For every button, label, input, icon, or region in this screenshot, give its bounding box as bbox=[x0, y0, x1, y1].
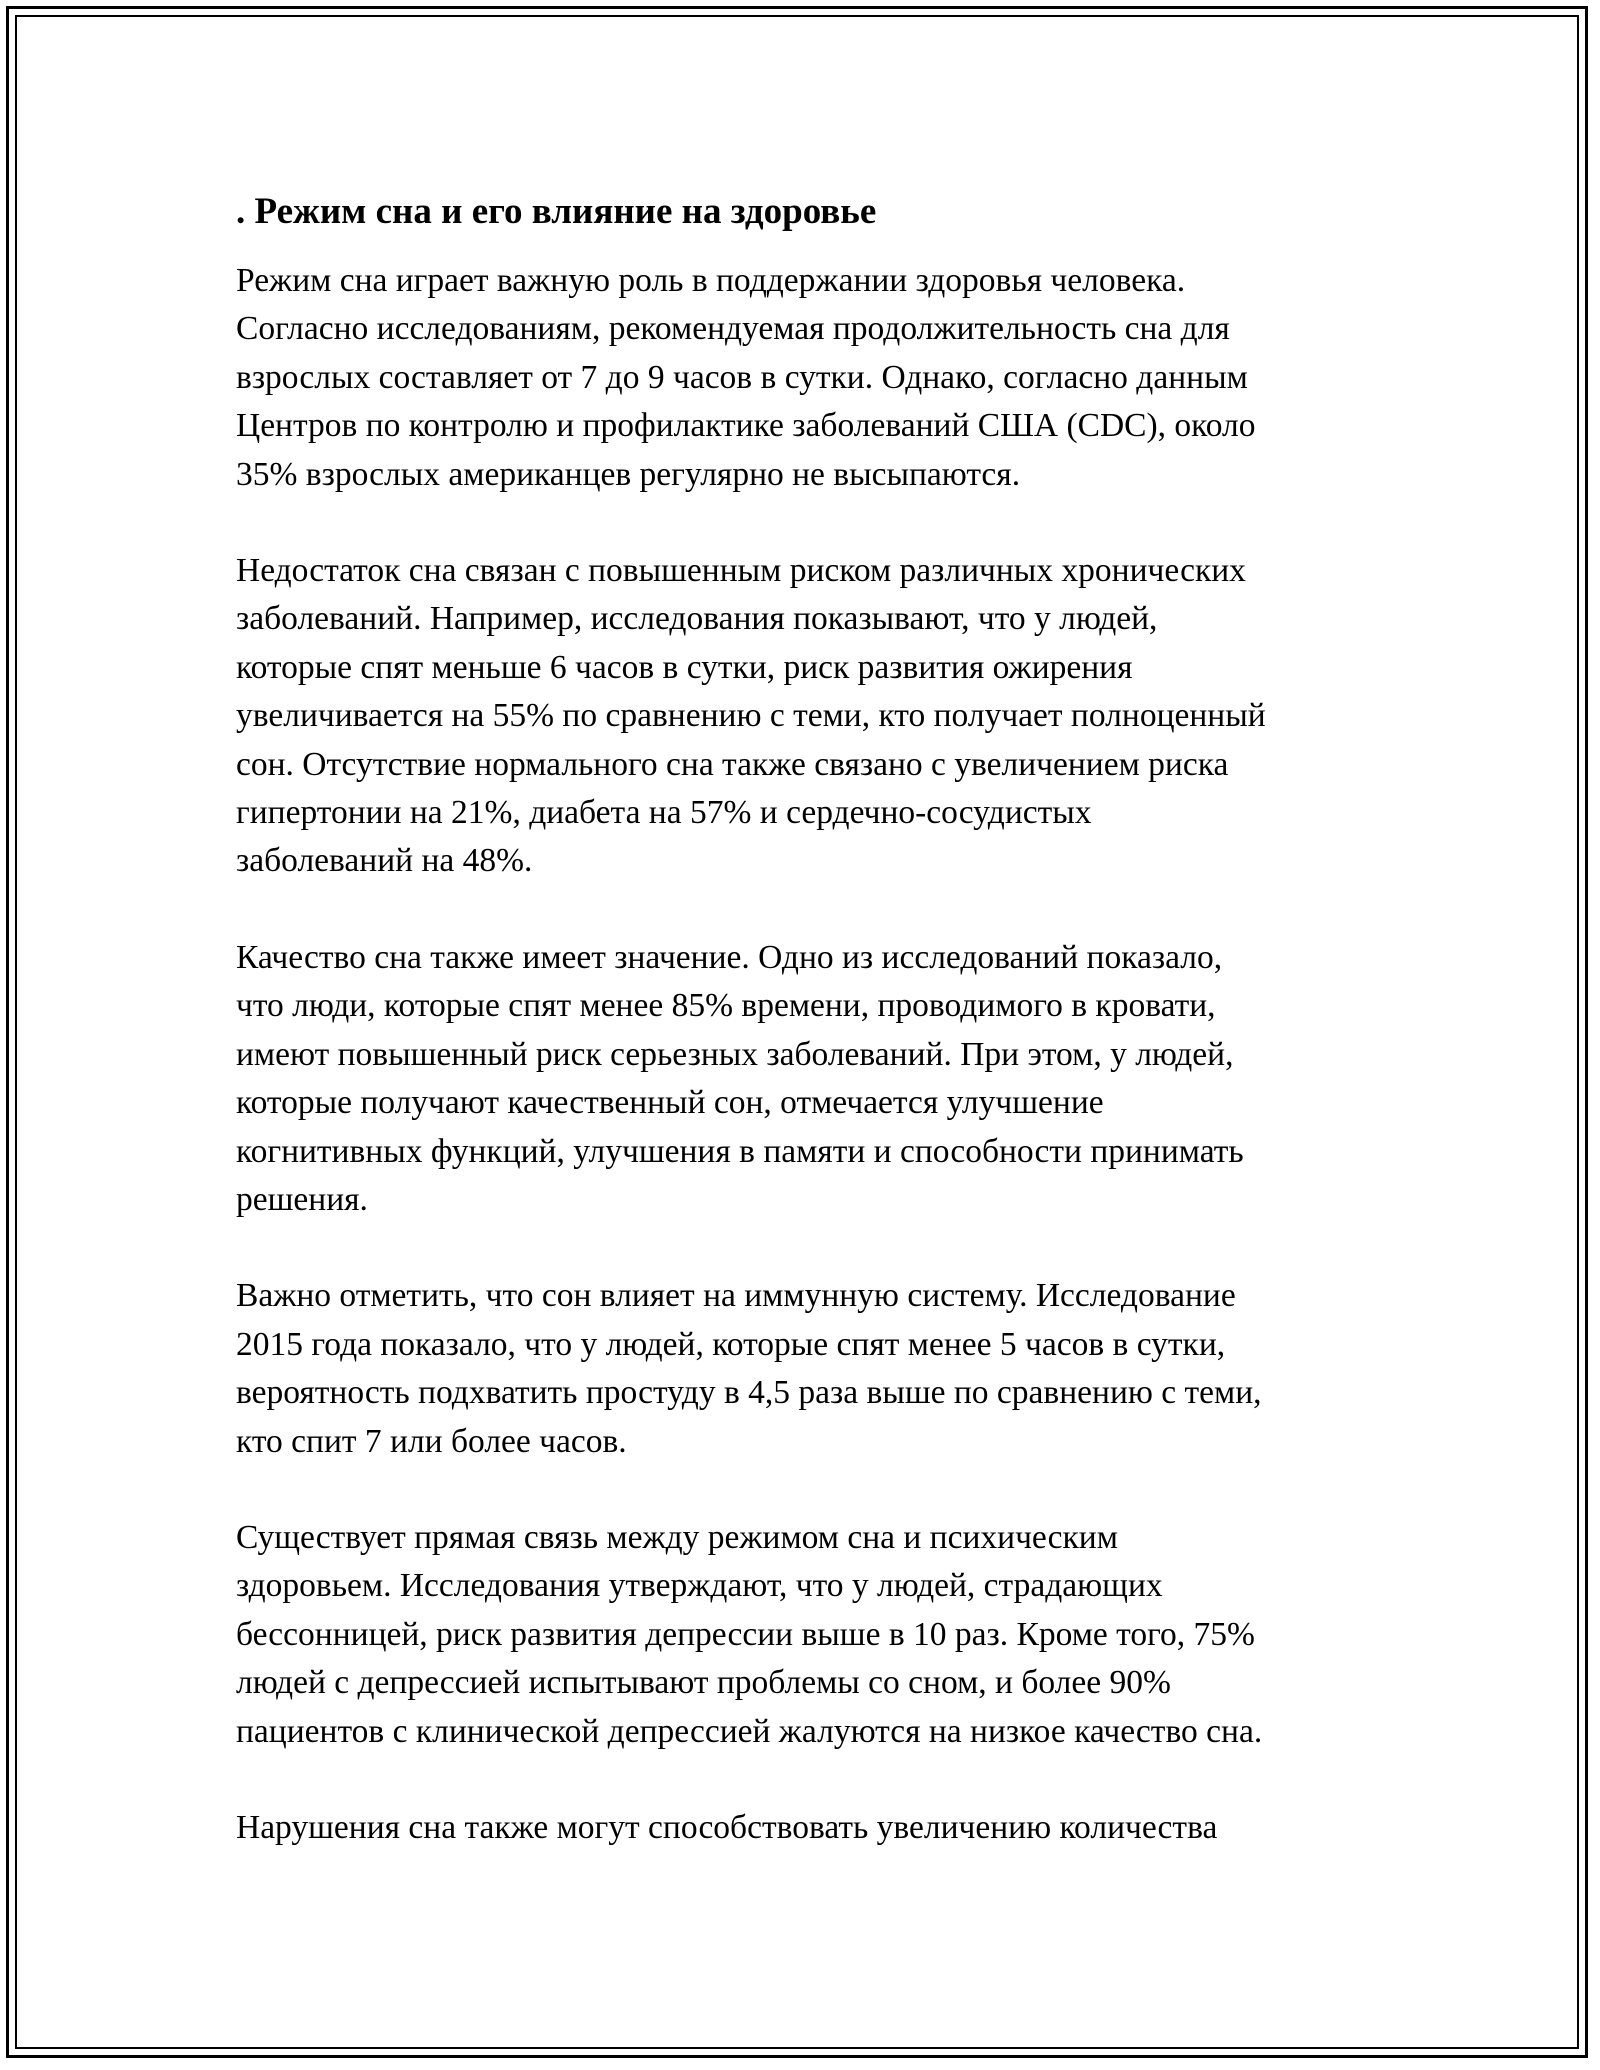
text-line: Центров по контролю и профилактике заболеваний США (CDC), около bbox=[236, 407, 1256, 445]
text-line: Недостаток сна связан с повышенным риском различных хронических bbox=[236, 552, 1246, 590]
text-line: вероятность подхватить простуду в 4,5 раза выше по сравнению с теми, bbox=[236, 1374, 1262, 1412]
text-line: людей с депрессией испытывают проблемы со сном, и более 90% bbox=[236, 1664, 1171, 1702]
paragraph bbox=[236, 1804, 1396, 1852]
text-line: которые получают качественный сон, отмечается улучшение bbox=[236, 1084, 1104, 1122]
text-line: Существует прямая связь между режимом сна и психическим bbox=[236, 1518, 1118, 1556]
paragraph bbox=[236, 547, 1396, 886]
text-line: когнитивных функций, улучшения в памяти и способности принимать bbox=[236, 1132, 1244, 1170]
text-line: пациентов с клинической депрессией жалуются на низкое качество сна. bbox=[236, 1712, 1263, 1750]
text-line: Качество сна также имеет значение. Одно из исследований показало, bbox=[236, 938, 1223, 976]
text-line: взрослых составляет от 7 до 9 часов в сутки. Однако, согласно данным bbox=[236, 358, 1248, 396]
text-line: решения. bbox=[236, 1180, 368, 1218]
text-line: Согласно исследованиям, рекомендуемая продолжительность сна для bbox=[236, 310, 1230, 348]
text-line: Режим сна играет важную роль в поддержании здоровья человека. bbox=[236, 262, 1186, 299]
paragraph bbox=[236, 1272, 1396, 1466]
text-line: имеют повышенный риск серьезных заболеваний. При этом, у людей, bbox=[236, 1035, 1234, 1073]
text-line: что люди, которые спят менее 85% времени, проводимого в кровати, bbox=[236, 987, 1216, 1025]
text-line: 2015 года показало, что у людей, которые спят менее 5 часов в сутки, bbox=[236, 1325, 1226, 1363]
text-line: 35% взрослых американцев регулярно не высыпаются. bbox=[236, 455, 1021, 493]
text-line: сон. Отсутствие нормального сна также связано с увеличением риска bbox=[236, 745, 1229, 783]
text-line: гипертонии на 21%, диабета на 57% и сердечно-сосудистых bbox=[236, 794, 1092, 832]
text-line: Нарушения сна также могут способствовать увеличению количества bbox=[236, 1808, 1218, 1846]
text-line: заболеваний на 48%. bbox=[236, 842, 533, 880]
paragraph bbox=[236, 1514, 1396, 1756]
text-line: которые спят меньше 6 часов в сутки, риск развития ожирения bbox=[236, 648, 1133, 686]
paragraph bbox=[236, 934, 1396, 1224]
text-line: бессонницей, риск развития депрессии выше в 10 раз. Кроме того, 75% bbox=[236, 1615, 1255, 1653]
document-heading: . Режим сна и его влияние на здоровье bbox=[236, 191, 877, 232]
text-line: Важно отметить, что сон влияет на иммунную систему. Исследование bbox=[236, 1277, 1236, 1315]
text-line: здоровьем. Исследования утверждают, что у людей, страдающих bbox=[236, 1567, 1163, 1605]
text-line: заболеваний. Например, исследования показывают, что у людей, bbox=[236, 600, 1158, 638]
document-body bbox=[236, 188, 1396, 1900]
text-line: кто спит 7 или более часов. bbox=[236, 1422, 627, 1460]
text-line: увеличивается на 55% по сравнению с теми, кто получает полноценный bbox=[236, 697, 1266, 735]
paragraph bbox=[236, 257, 1396, 499]
